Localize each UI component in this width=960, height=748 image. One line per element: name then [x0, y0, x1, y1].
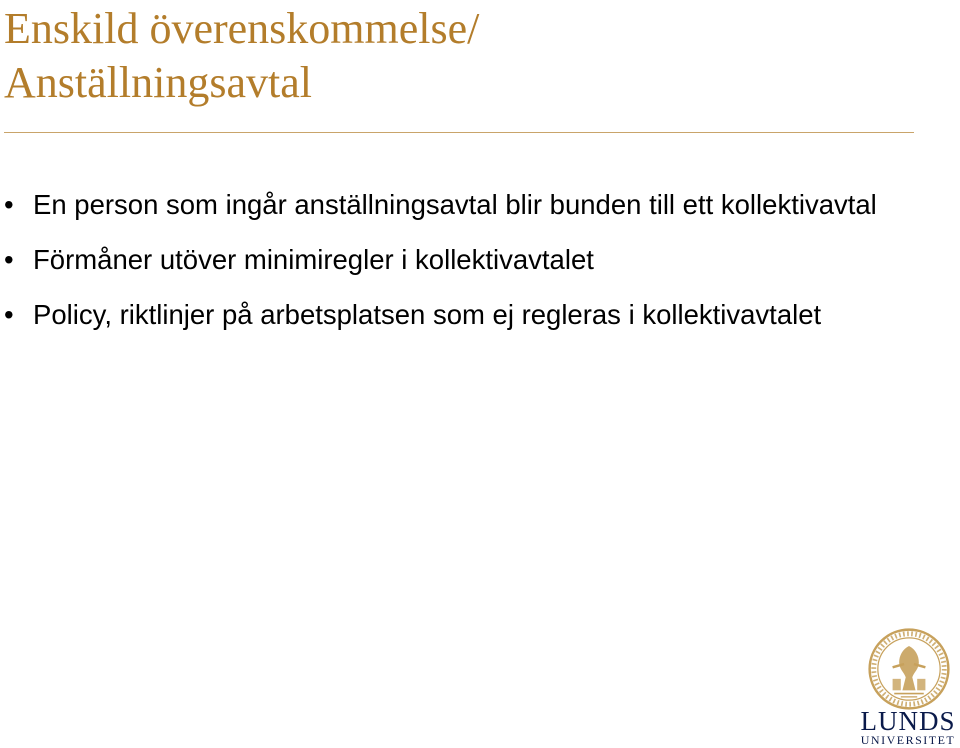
- slide-title: [4, 2, 904, 110]
- bullet-text: En person som ingår anställningsavtal blir bunden till ett kollektivavtal: [33, 189, 877, 220]
- bullet-text: Förmåner utöver minimiregler i kollektivavtalet: [33, 244, 594, 275]
- bullet-marker: •: [4, 244, 14, 275]
- bullet-item-policy: [0, 298, 900, 332]
- bullet-text: Policy, riktlinjer på arbetsplatsen som ej regleras i kollektivavtalet: [33, 299, 822, 330]
- slide-title-line-2: Anställningsavtal: [4, 58, 312, 107]
- logo-subtitle: UNIVERSITET: [860, 733, 956, 747]
- bullet-list: [0, 188, 900, 353]
- lund-university-logo: [858, 628, 958, 746]
- title-divider: [4, 132, 914, 133]
- university-seal-icon: [868, 628, 950, 710]
- bullet-marker: •: [4, 299, 14, 330]
- logo-wordmark: LUNDS: [860, 706, 956, 736]
- bullet-item-employment-contract: [0, 188, 900, 222]
- slide-title-line-1: Enskild överenskommelse/: [4, 4, 480, 53]
- bullet-item-benefits: [0, 243, 900, 277]
- bullet-marker: •: [4, 189, 14, 220]
